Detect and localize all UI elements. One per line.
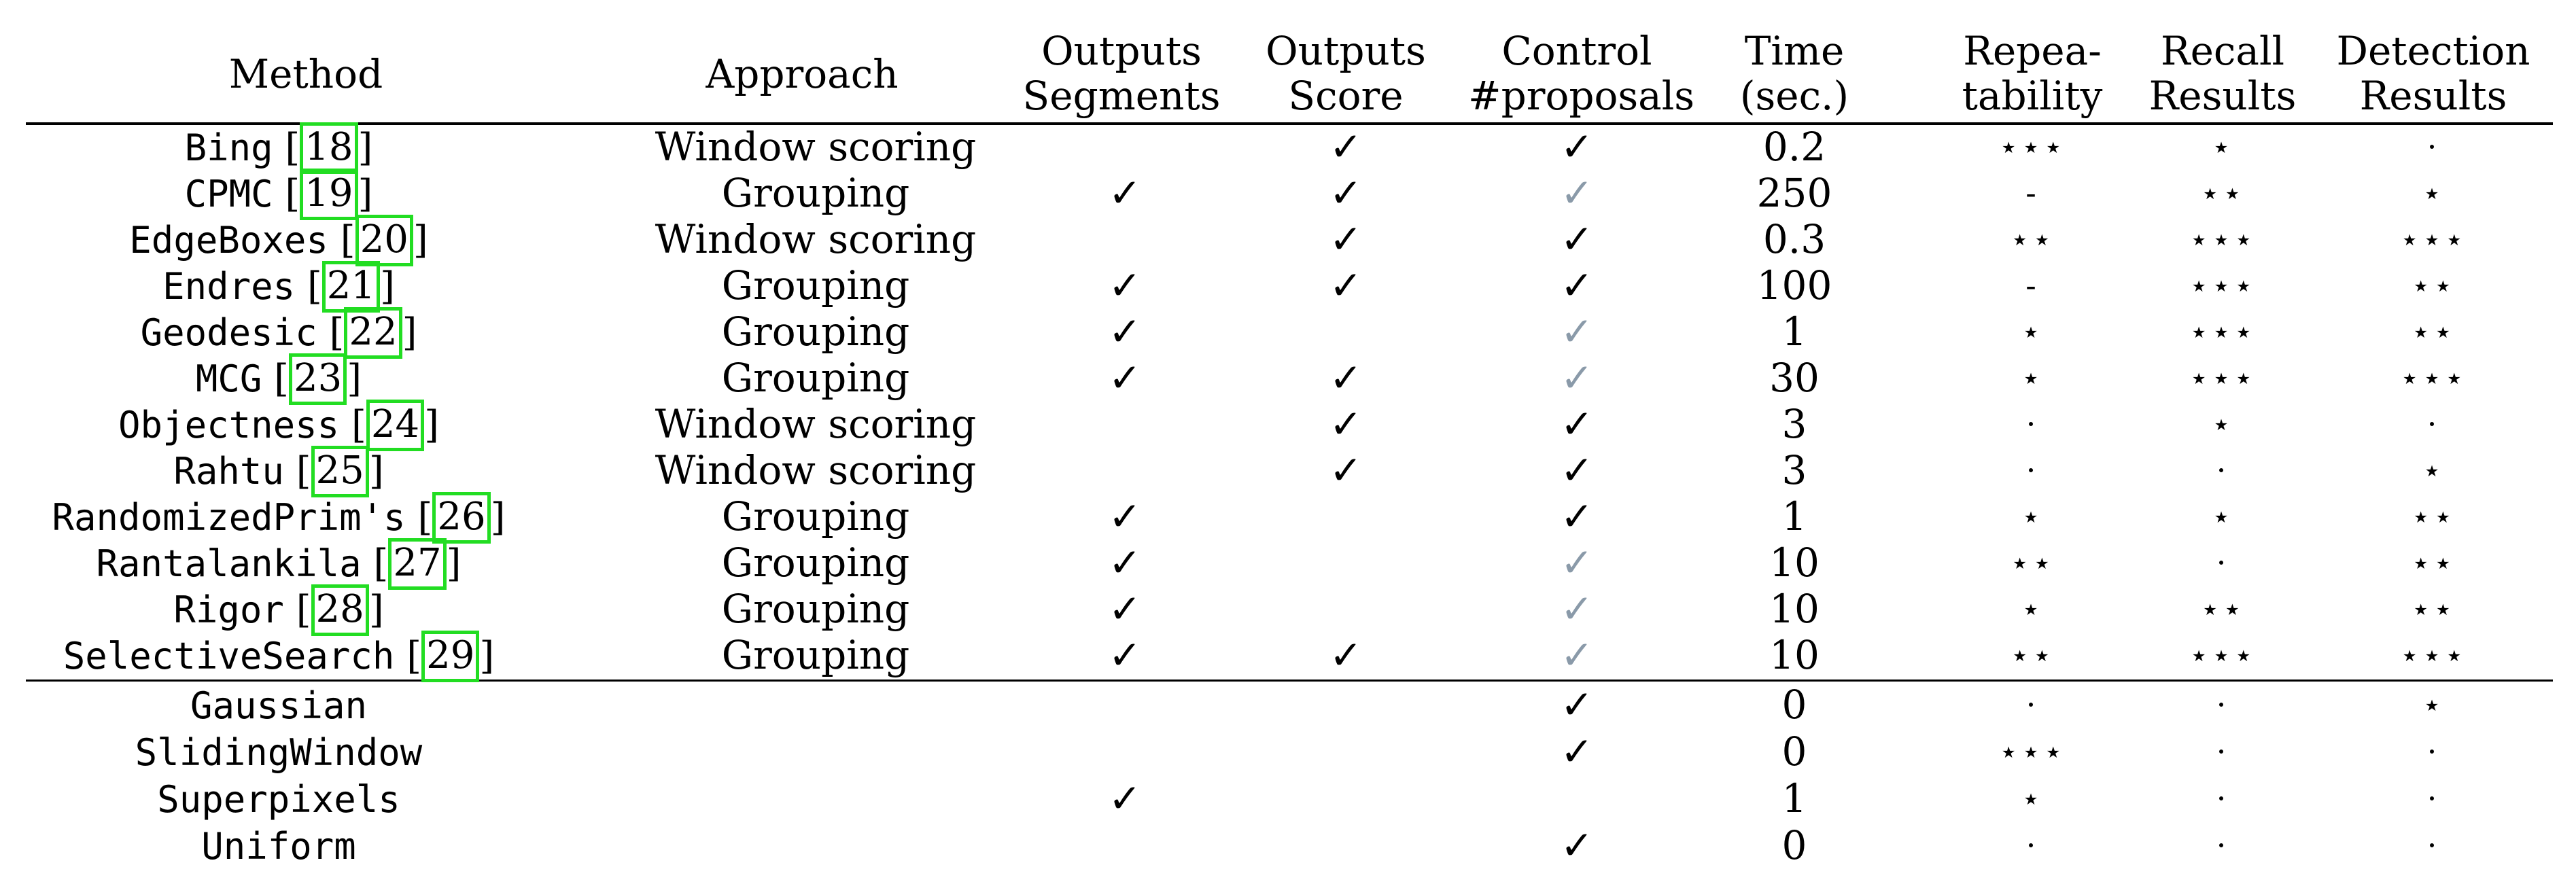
approach-cell: Grouping: [721, 586, 910, 632]
time-cell: 10: [1769, 632, 1820, 678]
header-time: Time (sec.): [1739, 28, 1849, 119]
outputs-score-check: ✓: [1329, 170, 1363, 216]
repeatability-rating: ·: [2025, 406, 2039, 442]
time-cell: 3: [1781, 401, 1807, 447]
citation[interactable]: [ 19 ]: [273, 172, 373, 216]
approach-cell: [639, 775, 992, 822]
recall-rating: ·: [2216, 780, 2229, 817]
control-proposals-check: ✓: [1560, 308, 1594, 355]
control-proposals-check: ✓: [1560, 540, 1594, 586]
header-method: Method: [228, 51, 383, 97]
outputs-segments-check: [1047, 216, 1203, 262]
method-cell: [27, 728, 530, 775]
outputs-segments-check: ✓: [1108, 540, 1142, 586]
method-name: SelectiveSearch: [63, 635, 395, 677]
repeatability-rating: -: [2025, 175, 2039, 211]
detection-rating: ·: [2426, 780, 2440, 817]
detection-rating: ·: [2426, 406, 2440, 442]
repeatability-rating: ⋆⋆⋆: [1998, 733, 2066, 770]
control-proposals-check: ✓: [1560, 170, 1594, 216]
detection-rating: ⋆⋆⋆: [2399, 637, 2467, 673]
outputs-score-check: [1271, 822, 1421, 868]
recall-rating: ⋆: [2211, 406, 2234, 442]
approach-cell: Grouping: [721, 170, 910, 216]
citation[interactable]: [ 24 ]: [339, 403, 439, 447]
control-proposals-check: ✓: [1560, 632, 1594, 678]
table-row: [0, 262, 2576, 308]
approach-cell: Window scoring: [655, 216, 977, 262]
approach-cell: [639, 728, 992, 775]
repeatability-rating: ⋆: [2021, 313, 2044, 350]
repeatability-rating: ⋆⋆: [2010, 221, 2055, 258]
repeatability-rating: ⋆⋆: [2010, 637, 2055, 673]
citation-link[interactable]: 24: [366, 400, 424, 451]
repeatability-rating: -: [2025, 267, 2039, 304]
method-name: Uniform: [201, 825, 356, 868]
table-row: [0, 632, 2576, 678]
method-cell: [27, 822, 530, 868]
table-row: [0, 586, 2576, 632]
citation[interactable]: [ 22 ]: [317, 311, 417, 355]
table-row: [0, 493, 2576, 540]
recall-rating: ⋆⋆⋆: [2189, 359, 2257, 396]
method-name: Rahtu: [173, 450, 284, 493]
detection-rating: ·: [2426, 827, 2440, 864]
control-proposals-check: ✓: [1560, 216, 1594, 262]
approach-cell: Grouping: [721, 355, 910, 401]
outputs-score-check: [1271, 586, 1421, 632]
method-name: Geodesic: [140, 311, 317, 354]
approach-cell: Grouping: [721, 262, 910, 308]
method-name: Endres: [162, 265, 296, 308]
method-name: Superpixels: [157, 778, 400, 821]
method-name: CPMC: [184, 173, 273, 215]
detection-rating: ⋆: [2422, 686, 2445, 723]
citation[interactable]: [ 25 ]: [284, 449, 384, 493]
citation-link[interactable]: 26: [432, 492, 490, 544]
time-cell: 0: [1781, 682, 1807, 728]
repeatability-rating: ⋆⋆⋆: [1998, 128, 2066, 165]
approach-cell: Grouping: [721, 493, 910, 540]
citation[interactable]: [ 26 ]: [406, 495, 506, 540]
detection-rating: ⋆: [2422, 175, 2445, 211]
outputs-score-check: ✓: [1329, 401, 1363, 447]
citation-link[interactable]: 25: [311, 446, 369, 497]
outputs-score-check: ✓: [1329, 124, 1363, 170]
outputs-score-check: [1271, 308, 1421, 355]
outputs-segments-check: [1047, 447, 1203, 493]
recall-rating: ·: [2216, 733, 2229, 770]
citation[interactable]: [ 18 ]: [273, 126, 373, 170]
outputs-segments-check: ✓: [1108, 775, 1142, 822]
table-row: [0, 124, 2576, 170]
control-proposals-check: ✓: [1560, 822, 1594, 868]
time-cell: 0: [1781, 822, 1807, 868]
outputs-score-check: [1271, 728, 1421, 775]
citation[interactable]: [ 20 ]: [328, 218, 428, 262]
citation-link[interactable]: 19: [300, 169, 358, 220]
recall-rating: ⋆⋆⋆: [2189, 221, 2257, 258]
outputs-score-check: [1271, 682, 1421, 728]
control-proposals-check: ✓: [1560, 682, 1594, 728]
control-proposals-check: ✓: [1560, 493, 1594, 540]
table-row: [0, 728, 2576, 775]
method-cell: [27, 170, 530, 216]
detection-rating: ⋆⋆⋆: [2399, 359, 2467, 396]
control-proposals-check: ✓: [1560, 124, 1594, 170]
table-row: [0, 447, 2576, 493]
table-row: [0, 822, 2576, 868]
table-row: [0, 355, 2576, 401]
table-row: [0, 170, 2576, 216]
time-cell: 10: [1769, 586, 1820, 632]
header-approach: Approach: [706, 51, 899, 97]
header-control-proposals: Control #proposals: [1468, 28, 1695, 119]
detection-rating: ⋆⋆: [2411, 590, 2456, 627]
detection-rating: ⋆⋆: [2411, 498, 2456, 535]
outputs-segments-check: ✓: [1108, 493, 1142, 540]
control-proposals-check: ✓: [1560, 447, 1594, 493]
recall-rating: ⋆: [2211, 498, 2234, 535]
control-proposals-check: ✓: [1560, 355, 1594, 401]
time-cell: 100: [1756, 262, 1832, 308]
control-proposals-check: ✓: [1560, 401, 1594, 447]
recall-rating: ·: [2216, 686, 2229, 723]
outputs-score-check: [1271, 540, 1421, 586]
method-cell: [27, 355, 530, 401]
approach-cell: [639, 682, 992, 728]
repeatability-rating: ·: [2025, 827, 2039, 864]
method-name: Gaussian: [190, 684, 368, 727]
outputs-score-check: ✓: [1329, 262, 1363, 308]
method-name: Objectness: [118, 404, 340, 446]
control-proposals-check: [1502, 775, 1652, 822]
method-name: SlidingWindow: [135, 731, 423, 774]
repeatability-rating: ⋆: [2021, 780, 2044, 817]
outputs-segments-check: ✓: [1108, 170, 1142, 216]
approach-cell: Window scoring: [655, 124, 977, 170]
outputs-score-check: ✓: [1329, 216, 1363, 262]
header-recall: Recall Results: [2148, 28, 2297, 119]
recall-rating: ⋆⋆: [2200, 590, 2245, 627]
recall-rating: ·: [2216, 452, 2229, 489]
outputs-segments-check: [1047, 401, 1203, 447]
time-cell: 10: [1769, 540, 1820, 586]
citation-link[interactable]: 20: [355, 215, 413, 266]
approach-cell: [639, 822, 992, 868]
citation-link[interactable]: 22: [344, 307, 402, 359]
repeatability-rating: ⋆: [2021, 359, 2044, 396]
table-row: [0, 540, 2576, 586]
time-cell: 3: [1781, 447, 1807, 493]
time-cell: 30: [1769, 355, 1820, 401]
citation[interactable]: [ 27 ]: [362, 542, 462, 586]
repeatability-rating: ·: [2025, 452, 2039, 489]
table-row: [0, 682, 2576, 728]
detection-rating: ·: [2426, 733, 2440, 770]
approach-cell: Grouping: [721, 632, 910, 678]
header-outputs-score: Outputs Score: [1266, 28, 1426, 119]
citation-link[interactable]: 28: [311, 584, 369, 636]
control-proposals-check: ✓: [1560, 586, 1594, 632]
method-name: Rigor: [173, 588, 284, 631]
method-name: RandomizedPrim's: [52, 496, 406, 539]
citation-link[interactable]: 21: [322, 261, 380, 313]
citation[interactable]: [ 21 ]: [295, 264, 395, 308]
outputs-segments-check: [1047, 682, 1203, 728]
citation[interactable]: [ 29 ]: [394, 634, 494, 678]
repeatability-rating: ·: [2025, 686, 2039, 723]
time-cell: 0: [1781, 728, 1807, 775]
method-cell: [27, 401, 530, 447]
method-name: EdgeBoxes: [129, 219, 328, 262]
approach-cell: Window scoring: [655, 401, 977, 447]
citation-link[interactable]: 29: [421, 631, 479, 682]
recall-rating: ⋆⋆: [2200, 175, 2245, 211]
detection-rating: ⋆⋆: [2411, 313, 2456, 350]
method-name: MCG: [195, 357, 262, 400]
table-row: [0, 308, 2576, 355]
outputs-score-check: ✓: [1329, 447, 1363, 493]
control-proposals-check: ✓: [1560, 728, 1594, 775]
recall-rating: ⋆⋆⋆: [2189, 637, 2257, 673]
method-cell: [27, 124, 530, 170]
time-cell: 1: [1781, 493, 1807, 540]
citation-link[interactable]: 27: [388, 538, 446, 590]
detection-rating: ⋆⋆: [2411, 267, 2456, 304]
table-row: [0, 216, 2576, 262]
recall-rating: ⋆: [2211, 128, 2234, 165]
method-cell: [27, 632, 530, 678]
table-row: [0, 401, 2576, 447]
method-cell: [27, 493, 530, 540]
time-cell: 1: [1781, 775, 1807, 822]
method-name: Rantalankila: [96, 542, 362, 585]
citation-link[interactable]: 23: [289, 353, 347, 405]
outputs-score-check: [1271, 775, 1421, 822]
method-cell: [27, 586, 530, 632]
header-repeatability: Repea- tability: [1962, 28, 2103, 119]
repeatability-rating: ⋆: [2021, 590, 2044, 627]
approach-cell: Window scoring: [655, 447, 977, 493]
outputs-segments-check: ✓: [1108, 262, 1142, 308]
outputs-score-check: ✓: [1329, 632, 1363, 678]
outputs-segments-check: ✓: [1108, 308, 1142, 355]
outputs-segments-check: ✓: [1108, 355, 1142, 401]
header-outputs-segments: Outputs Segments: [1022, 28, 1221, 119]
approach-cell: Grouping: [721, 540, 910, 586]
outputs-segments-check: [1047, 728, 1203, 775]
outputs-segments-check: ✓: [1108, 632, 1142, 678]
recall-rating: ⋆⋆⋆: [2189, 267, 2257, 304]
method-cell: [27, 262, 530, 308]
citation[interactable]: [ 23 ]: [262, 357, 362, 401]
outputs-segments-check: [1047, 822, 1203, 868]
time-cell: 1: [1781, 308, 1807, 355]
method-cell: [27, 682, 530, 728]
method-cell: [27, 308, 530, 355]
citation-link[interactable]: 18: [300, 122, 358, 174]
method-cell: [27, 540, 530, 586]
recall-rating: ·: [2216, 544, 2229, 581]
detection-rating: ⋆⋆: [2411, 544, 2456, 581]
header-detection: Detection Results: [2336, 28, 2530, 119]
recall-rating: ·: [2216, 827, 2229, 864]
control-proposals-check: ✓: [1560, 262, 1594, 308]
recall-rating: ⋆⋆⋆: [2189, 313, 2257, 350]
detection-rating: ⋆⋆⋆: [2399, 221, 2467, 258]
outputs-segments-check: ✓: [1108, 586, 1142, 632]
time-cell: 0.2: [1762, 124, 1826, 170]
approach-cell: Grouping: [721, 308, 910, 355]
method-cell: [27, 447, 530, 493]
repeatability-rating: ⋆⋆: [2010, 544, 2055, 581]
outputs-score-check: [1271, 493, 1421, 540]
citation[interactable]: [ 28 ]: [284, 588, 384, 632]
method-name: Bing: [184, 126, 273, 169]
repeatability-rating: ⋆: [2021, 498, 2044, 535]
table-row: [0, 775, 2576, 822]
method-cell: [27, 775, 530, 822]
detection-rating: ⋆: [2422, 452, 2445, 489]
outputs-score-check: ✓: [1329, 355, 1363, 401]
time-cell: 0.3: [1762, 216, 1826, 262]
outputs-segments-check: [1047, 124, 1203, 170]
time-cell: 250: [1756, 170, 1832, 216]
method-cell: [27, 216, 530, 262]
detection-rating: ·: [2426, 128, 2440, 165]
